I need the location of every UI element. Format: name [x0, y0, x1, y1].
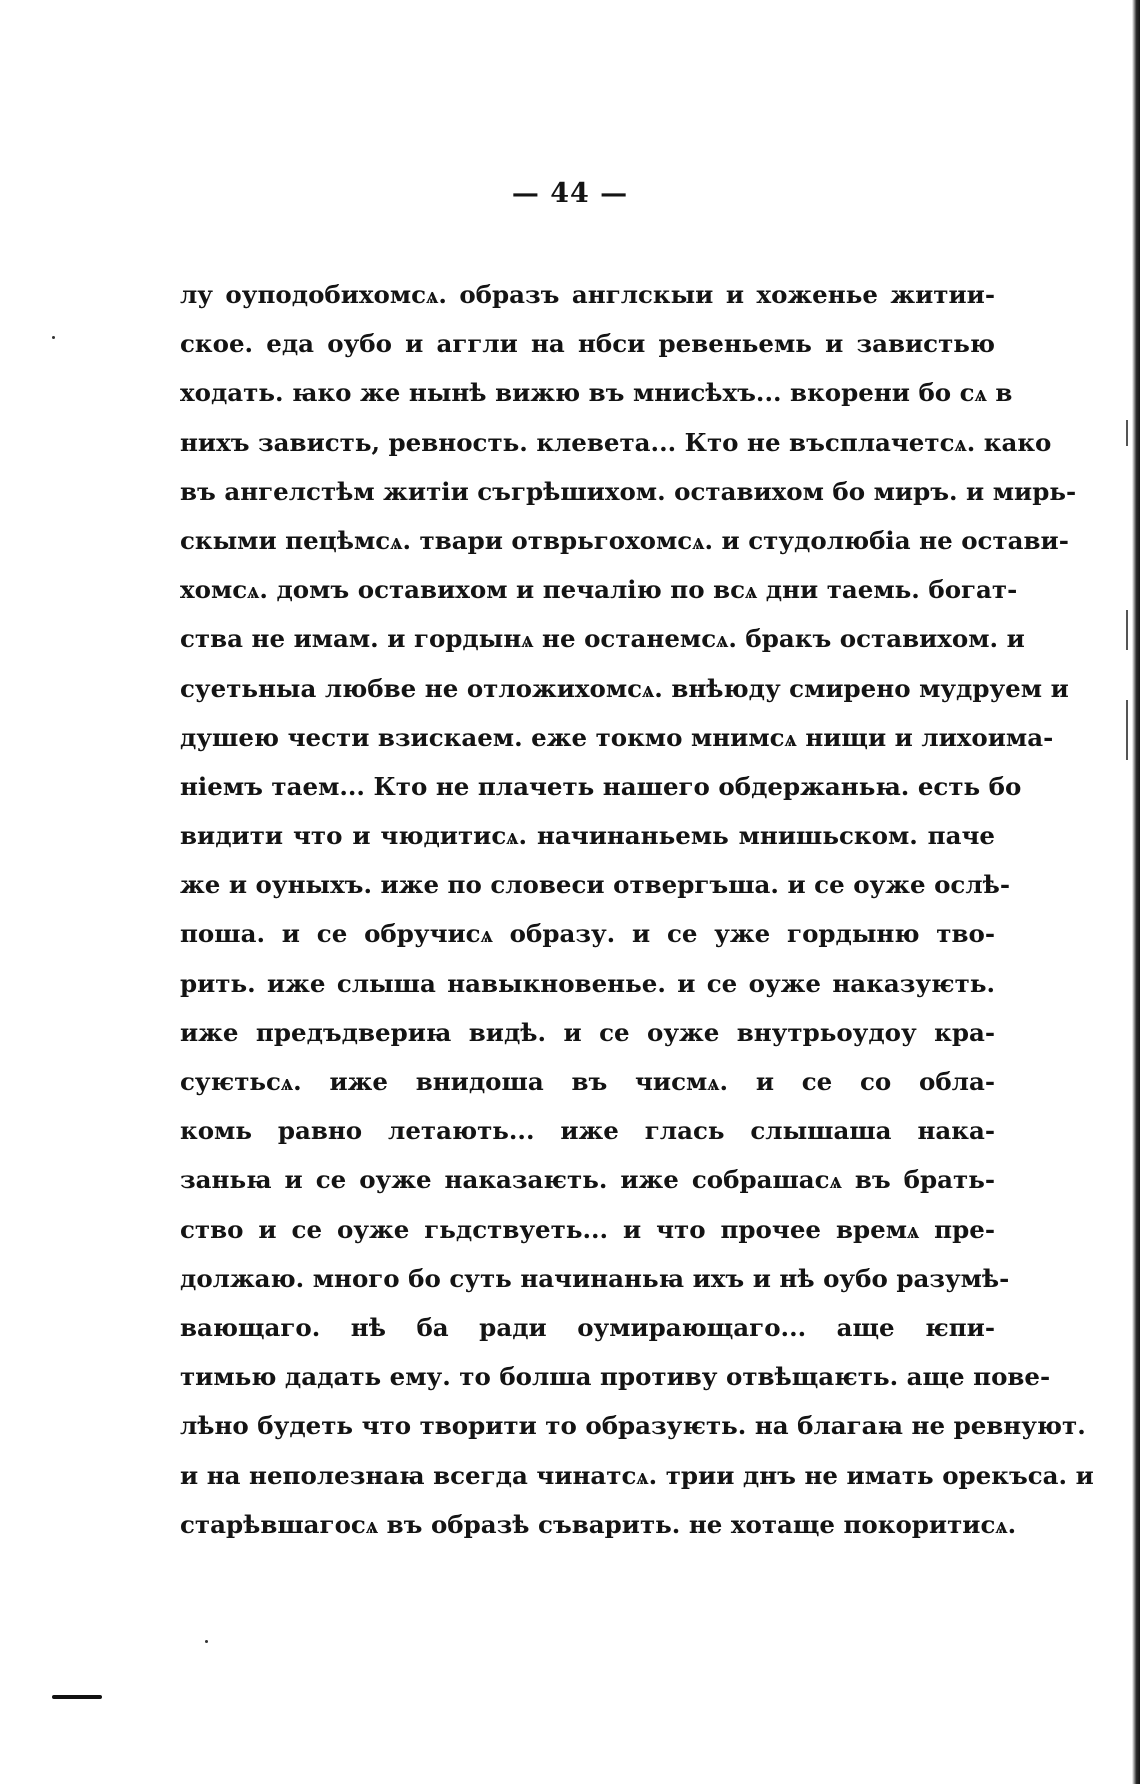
page-number: — 44 — — [511, 178, 629, 209]
text-line: ство и се оуже гьдствуеть... и что прочее времѧ пре- — [180, 1214, 995, 1244]
text-line: и на неполезнаꙗ всегда чинатсѧ. трии днъ не имать орекъса. и — [180, 1460, 1094, 1490]
text-line: нихъ зависть, ревность. клевета... Кто не въсплачетсѧ. како — [180, 427, 1052, 457]
text-line: заньꙗ и се оуже наказаѥть. иже собрашасѧ въ брать- — [180, 1165, 995, 1195]
edge-mark — [1126, 610, 1128, 650]
text-line: иже предъдвериꙗ видѣ. и се оуже внутрьоудоу кра- — [180, 1017, 995, 1047]
text-line: суетьныа любве не отложихомсѧ. внѣюду смирено мудруем и — [180, 673, 1069, 703]
text-line: должаю. много бо суть начинаньꙗ ихъ и нѣ оубо разумѣ- — [180, 1263, 1010, 1293]
edge-mark — [1126, 420, 1128, 446]
text-line: ское. еда оубо и аггли на нбси ревеньемь и завистью — [180, 329, 995, 359]
text-line: нiемъ таем... Кто не плачеть нашего обдержаньꙗ. есть бо — [180, 771, 1022, 801]
print-speck — [205, 1640, 208, 1643]
text-line: комь равно летають... иже глась слышаша нака- — [180, 1116, 995, 1146]
text-line: же и оуныхъ. иже по словеси отвергъша. и се оуже ослѣ- — [180, 870, 1011, 900]
text-line: хомсѧ. домъ оставихом и печалiю по всѧ дни таемь. богат- — [180, 575, 1018, 605]
text-line: поша. и се обручисѧ образу. и се уже гордыню тво- — [180, 919, 995, 949]
text-line: тимью дадать ему. то болша противу отвѣщаѥть. аще повe- — [180, 1362, 1051, 1392]
text-line: вающаго. нѣ ба ради оумирающаго... аще ѥпи- — [180, 1312, 995, 1342]
edge-mark — [1126, 700, 1128, 760]
text-line: въ ангелстѣм житiи съгрѣшихом. оставихом бо миръ. и мирь- — [180, 476, 1077, 506]
text-line: видити что и чюдитисѧ. начинаньемь мнишьском. паче — [180, 821, 995, 851]
text-line: лу оуподобихомсѧ. образъ англскыи и хоженье житии- — [180, 280, 995, 309]
text-line: рить. иже слыша навыкновенье. и се оуже наказуѥть. — [180, 968, 995, 998]
text-line: ходать. ꙗко же нынѣ вижю въ мнисѣхъ... вкорени бо сѧ в — [180, 378, 1013, 408]
body-text — [180, 270, 1094, 1549]
text-line: лѣно будеть что творити то образуѥть. на благаꙗ не ревнуют. — [180, 1411, 1086, 1441]
page-edge-shadow — [1132, 0, 1140, 1784]
text-line: скыми пецѣмсѧ. твари отврьгохомсѧ. и студолюбiа не остави- — [180, 525, 1069, 555]
print-speck — [52, 336, 55, 339]
text-line: суѥтьсѧ. иже внидоша въ чисмѧ. и се со обла- — [180, 1067, 995, 1096]
text-line: ства не имам. и гордынѧ не останемсѧ. бракъ оставихом. и — [180, 624, 1025, 654]
text-line: старѣвшагосѧ въ образѣ съварить. не хотаще покоритисѧ. — [180, 1509, 1017, 1539]
print-smudge — [52, 1695, 102, 1699]
text-line: душею чести взискаем. еже токмо мнимсѧ нищи и лихоима- — [180, 722, 1054, 752]
